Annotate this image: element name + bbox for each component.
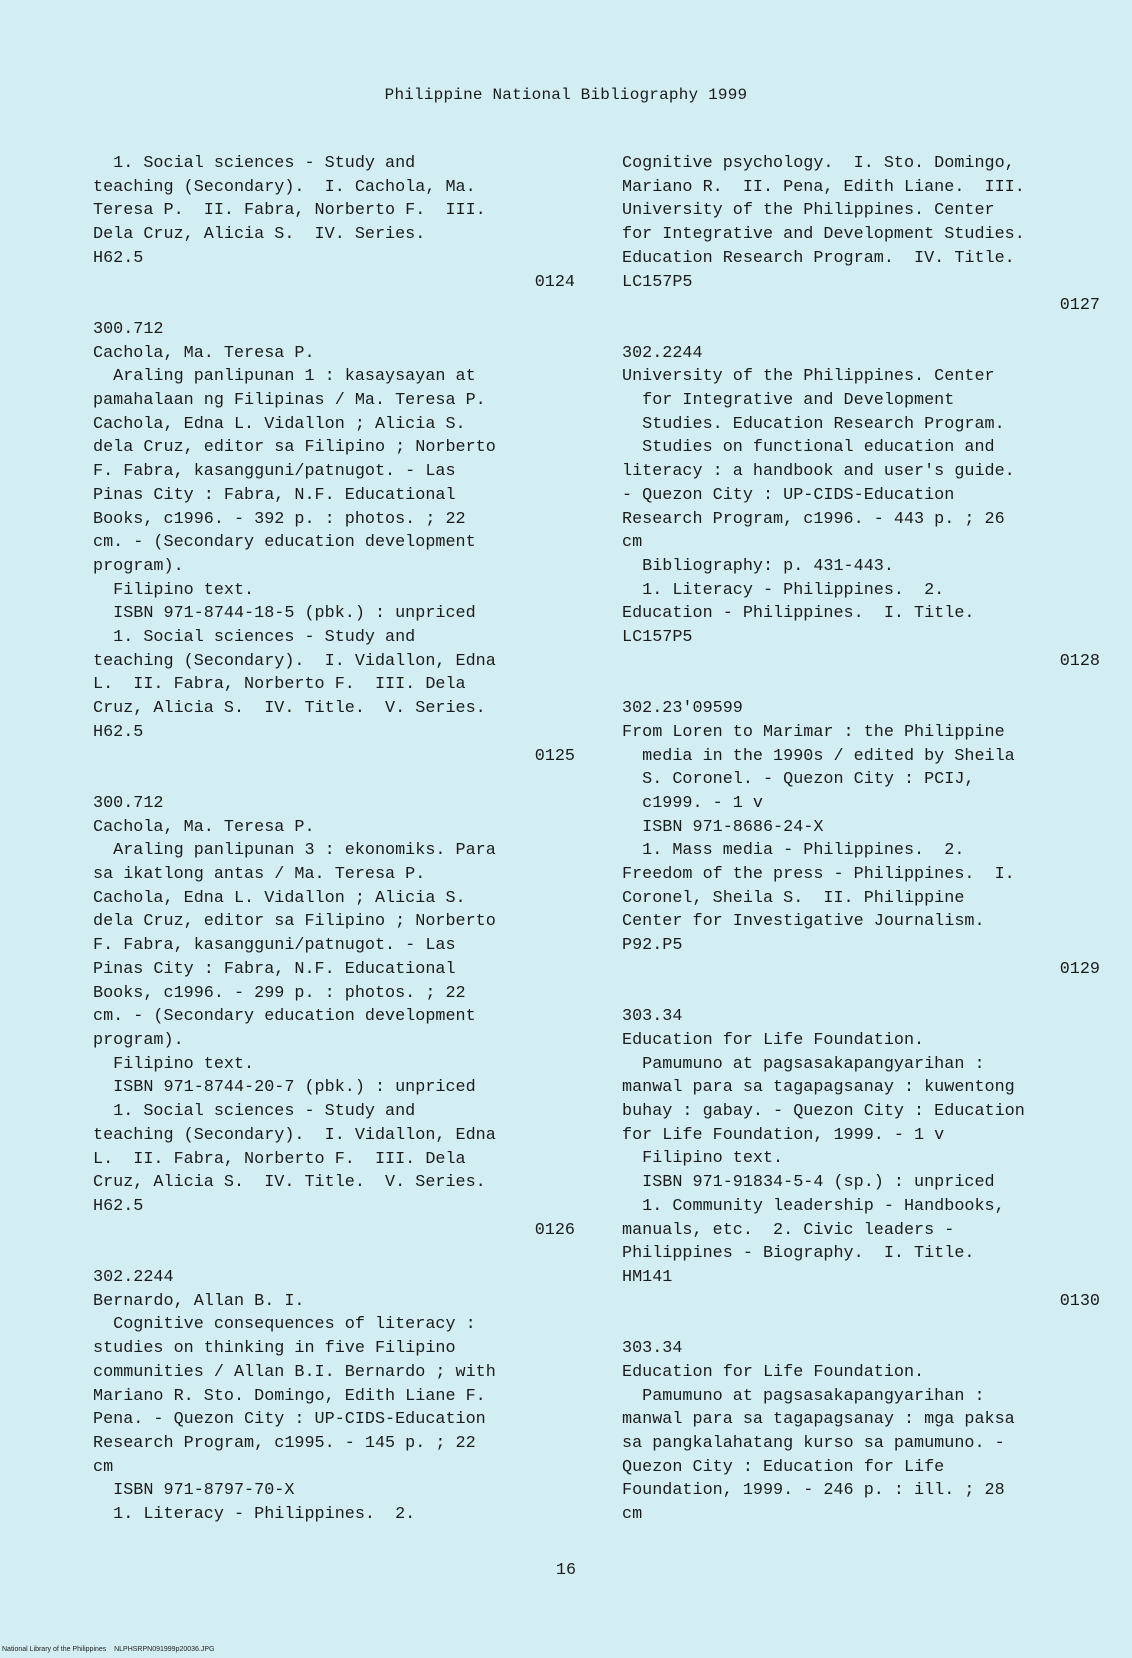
entry-note: Filipino text. xyxy=(622,1149,784,1169)
entry-title-imprint: Pamumuno at pagsasakapangyarihan : manwal para sa tagapagsanay : mga paksa sa pangkalahatang kurso sa pamumuno. - Quezon City : Education for Life Foundation, 1999. - 246 p. : ill. ; 28 cm xyxy=(622,1386,1015,1525)
entry-0125 xyxy=(93,318,575,768)
entry-isbn: ISBN 971-8797-70-X xyxy=(93,1481,295,1501)
entry-author: Cachola, Ma. Teresa P. xyxy=(93,343,315,363)
entry-author: Education for Life Foundation. xyxy=(622,1362,925,1382)
entry-author: Bernardo, Allan B. I. xyxy=(93,1291,305,1311)
call-number: 302.2244 xyxy=(622,343,703,363)
entry-author: University of the Philippines. Center for Integrative and Development Studies. Education Research Program. xyxy=(622,367,1005,434)
entry-number: 0130 xyxy=(1059,1291,1100,1311)
entry-title-imprint: Studies on functional education and literacy : a handbook and user's guide. - Quezon City : UP-CIDS-Education Research Program, c1996. - 443 p. ; 26 cm xyxy=(622,438,1015,553)
running-header: Philippine National Bibliography 1999 xyxy=(384,86,748,104)
call-number: 302.23'09599 xyxy=(622,699,743,719)
entry-subjects: Cognitive psychology. I. Sto. Domingo, Mariano R. II. Pena, Edith Liane. III. University of the Philippines. Center for Integrative and Development Studies. Education Research Program. IV. Title. LC157P5 xyxy=(622,154,1025,292)
entry-0128 xyxy=(622,342,1100,674)
entry-0127-head xyxy=(93,1266,575,1527)
entry-title-imprint: Araling panlipunan 3 : ekonomiks. Para sa ikatlong antas / Ma. Teresa P. Cachola, Edna L. Vidallon ; Alicia S. dela Cruz, editor sa Filipino ; Norberto F. Fabra, kasangguni/patnugot. - Las Pinas City : Fabra, N.F. Educational Books, c1996. - 299 p. : photos. ; 22 cm. - (Secondary education development program). xyxy=(93,841,496,1050)
footer-file: NLPHSRPN091999p20036.JPG xyxy=(114,1646,215,1653)
entry-subjects: 1. Community leadership - Handbooks, manuals, etc. 2. Civic leaders - Philippines - Biography. I. Title. HM141 xyxy=(622,1196,1005,1287)
entry-title-imprint: From Loren to Marimar : the Philippine media in the 1990s / edited by Sheila S. Coronel. - Quezon City : PCIJ, c1999. - 1 v xyxy=(622,722,1015,813)
entry-number: 0129 xyxy=(1059,959,1100,979)
right-column xyxy=(622,152,1100,1527)
entry-subjects: 1. Literacy - Philippines. 2. xyxy=(93,1505,416,1525)
entry-title-imprint: Araling panlipunan 1 : kasaysayan at pamahalaan ng Filipinas / Ma. Teresa P. Cachola, Edna L. Vidallon ; Alicia S. dela Cruz, editor sa Filipino ; Norberto F. Fabra, kasangguni/patnugot. - Las Pinas City : Fabra, N.F. Educational Books, c1996. - 392 p. : photos. ; 22 cm. - (Secondary education development program). xyxy=(93,367,496,576)
entry-author: Education for Life Foundation. xyxy=(622,1030,925,1050)
entry-0124-tail xyxy=(93,152,575,294)
entry-number: 0126 xyxy=(534,1220,575,1240)
call-number: 300.712 xyxy=(93,319,164,339)
entry-title-imprint: Cognitive consequences of literacy : studies on thinking in five Filipino communities / Allan B.I. Bernardo ; with Mariano R. Sto. Domingo, Edith Liane F. Pena. - Quezon City : UP-CIDS-Education Research Program, c1995. - 145 p. ; 22 cm xyxy=(93,1315,496,1477)
entry-note: Filipino text. xyxy=(93,1054,255,1074)
call-number: 303.34 xyxy=(622,1339,683,1359)
call-number: 303.34 xyxy=(622,1007,683,1027)
call-number: 302.2244 xyxy=(93,1268,174,1287)
entry-0126 xyxy=(93,792,575,1242)
entry-number: 0128 xyxy=(1059,651,1100,671)
entry-note: Bibliography: p. 431-443. xyxy=(622,556,894,576)
footer-library: National Library of the Philippines xyxy=(2,1646,107,1653)
entry-subjects: 1. Literacy - Philippines. 2. Education - Philippines. I. Title. LC157P5 xyxy=(622,580,975,648)
entry-0131-head xyxy=(622,1337,1100,1527)
entry-note: Filipino text. xyxy=(93,580,255,600)
entry-subjects: 1. Social sciences - Study and teaching (Secondary). I. Vidallon, Edna L. II. Fabra, Norberto F. III. Dela Cruz, Alicia S. IV. Title. V. Series. H62.5 xyxy=(93,1102,496,1216)
page-number: 16 xyxy=(555,1561,577,1580)
entry-0129 xyxy=(622,697,1100,981)
entry-number: 0127 xyxy=(1059,296,1100,316)
entry-number: 0124 xyxy=(534,272,575,292)
entry-0130 xyxy=(622,1005,1100,1313)
entry-author: Cachola, Ma. Teresa P. xyxy=(93,817,315,837)
entry-subjects: 1. Social sciences - Study and teaching (Secondary). I. Cachola, Ma. Teresa P. II. Fabra, Norberto F. III. Dela Cruz, Alicia S. IV. Series. H62.5 xyxy=(93,154,486,268)
entry-isbn: ISBN 971-8744-20-7 (pbk.) : unpriced xyxy=(93,1078,476,1098)
entry-isbn: ISBN 971-8744-18-5 (pbk.) : unpriced xyxy=(93,604,476,624)
entry-subjects: 1. Social sciences - Study and teaching (Secondary). I. Vidallon, Edna L. II. Fabra, Norberto F. III. Dela Cruz, Alicia S. IV. Title. V. Series. H62.5 xyxy=(93,628,496,742)
entry-subjects: 1. Mass media - Philippines. 2. Freedom of the press - Philippines. I. Coronel, Sheila S. II. Philippine Center for Investigative Journalism. P92.P5 xyxy=(622,841,1015,956)
scan-footer xyxy=(2,1646,214,1653)
entry-number: 0125 xyxy=(534,746,575,766)
entry-0127-tail xyxy=(622,152,1100,318)
entry-title-imprint: Pamumuno at pagsasakapangyarihan : manwal para sa tagapagsanay : kuwentong buhay : gabay. - Quezon City : Education for Life Foundation, 1999. - 1 v xyxy=(622,1054,1025,1145)
call-number: 300.712 xyxy=(93,793,164,813)
entry-isbn: ISBN 971-91834-5-4 (sp.) : unpriced xyxy=(622,1173,995,1193)
left-column xyxy=(93,152,575,1527)
entry-isbn: ISBN 971-8686-24-X xyxy=(622,817,824,837)
